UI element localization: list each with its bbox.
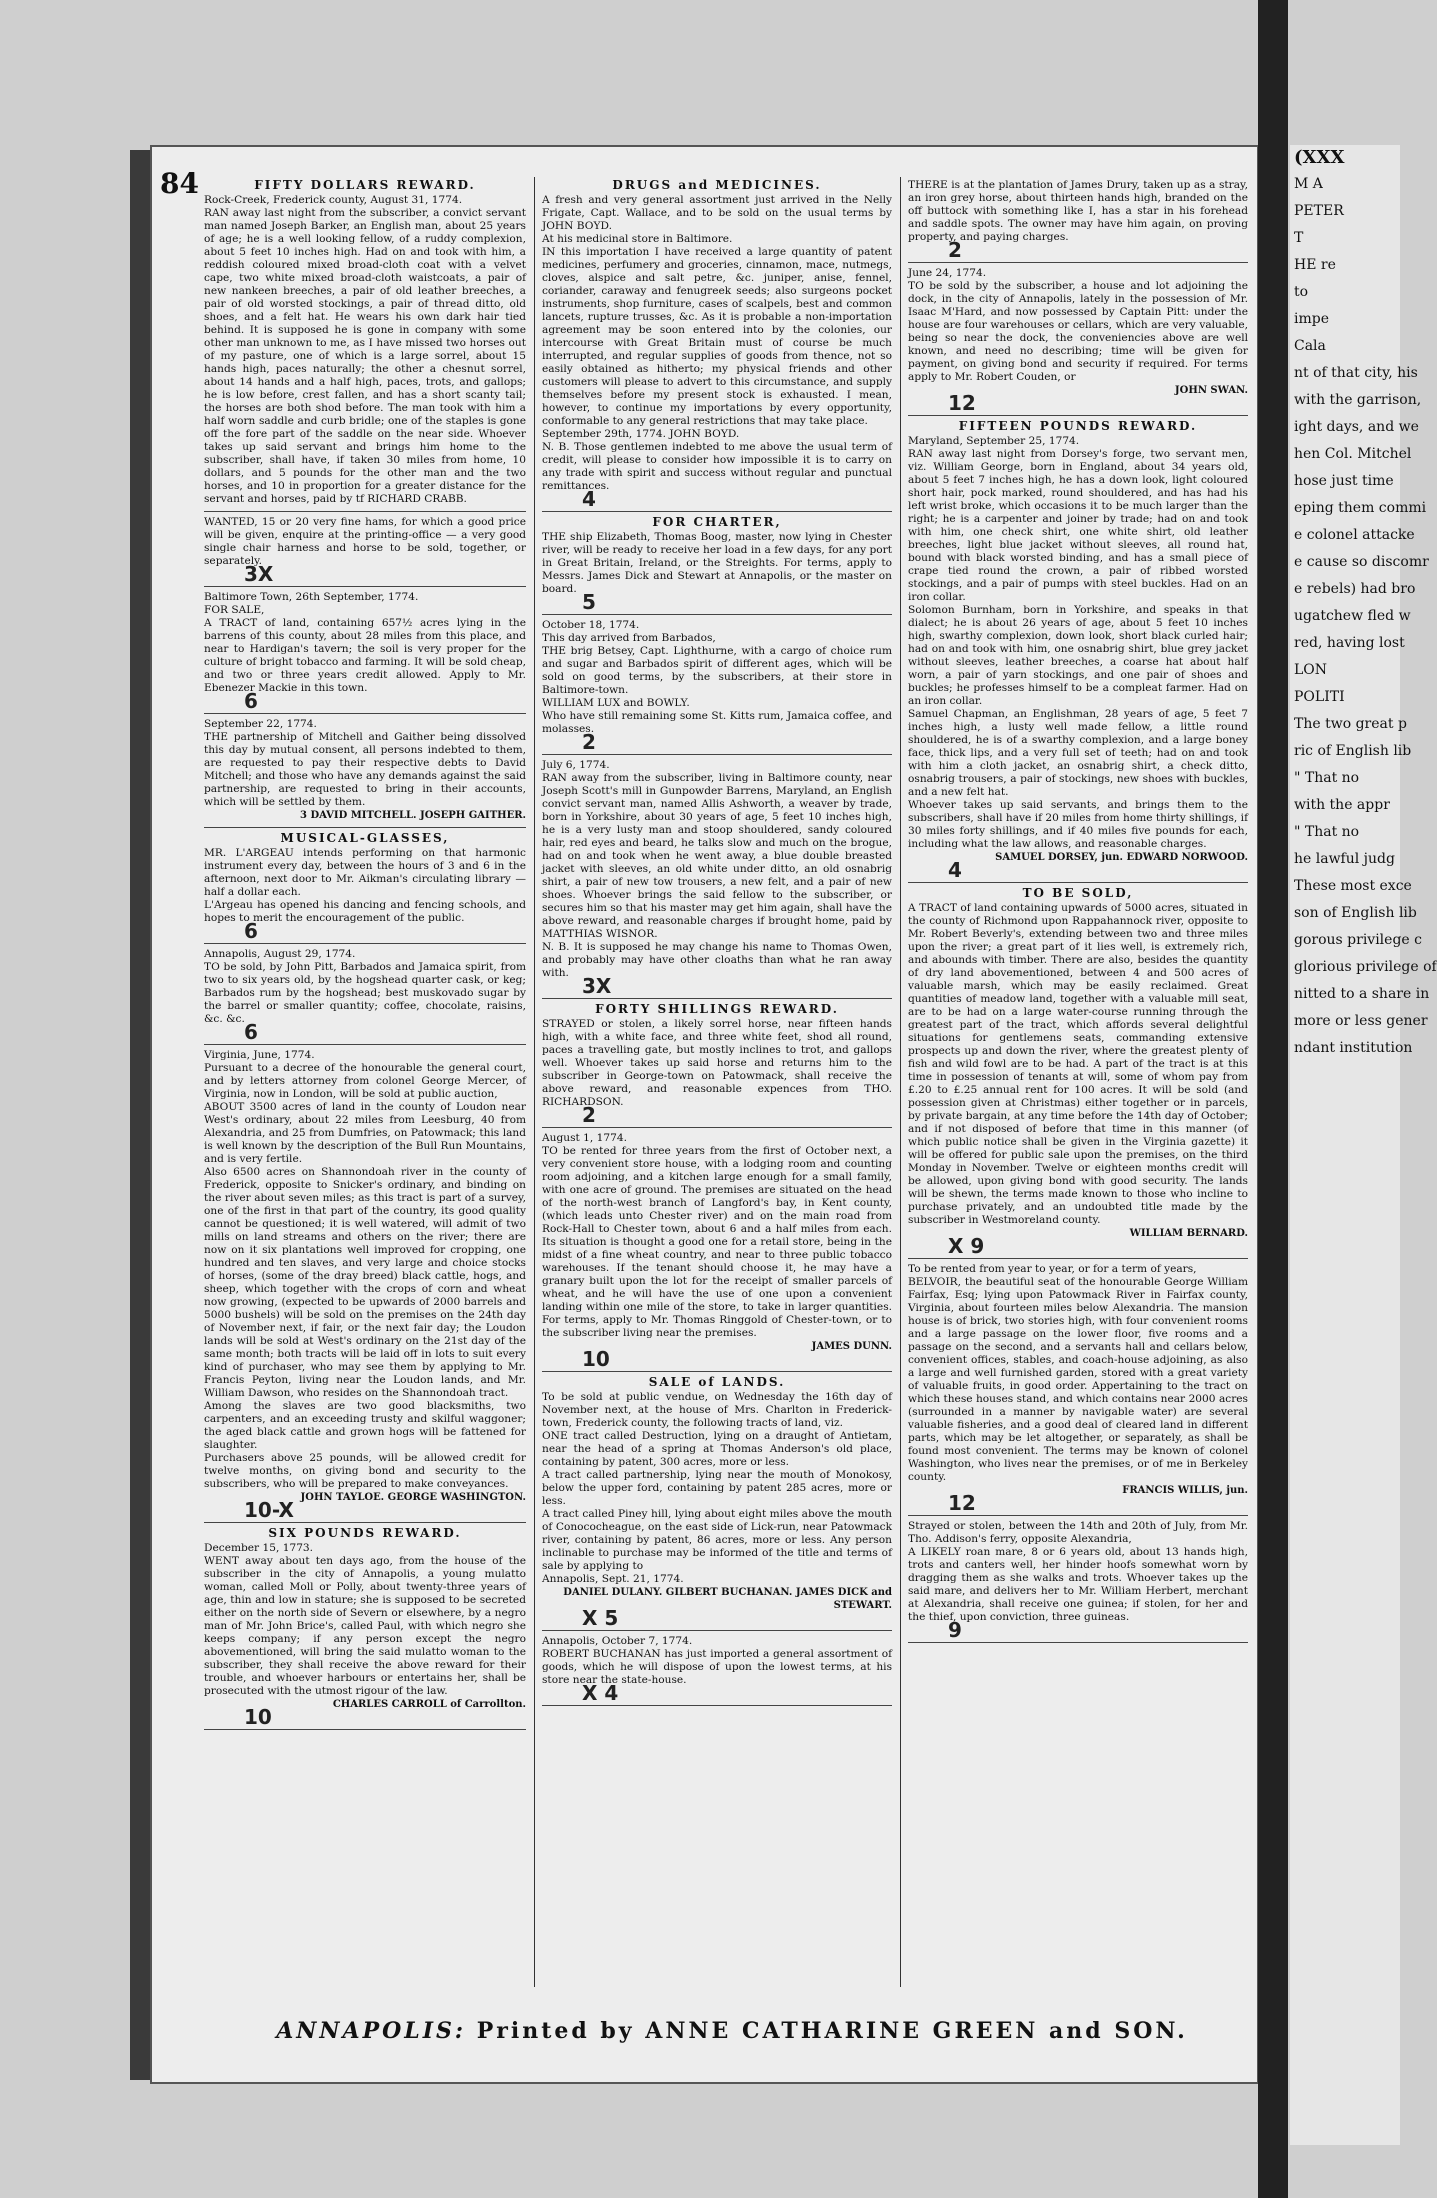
ad-paragraph: Samuel Chapman, an Englishman, 28 years of age, 5 feet 7 inches high, a lusty well made fellow, a little round shouldered, he is of a swarthy complexion, and a large boney face, thick lips, and a very full set of teeth; had on and took with him a cloth jacket, an osnabrig shirt, a check ditto, osnabrig trousers, a pair of stockings, new shoes with buckles, and a new felt hat.	[908, 708, 1248, 798]
next-page-line: nt of that city, his	[1294, 365, 1418, 381]
next-page-line: son of English lib	[1294, 905, 1417, 921]
advertisement	[204, 828, 526, 944]
advertisement	[542, 512, 892, 615]
advertisement	[908, 883, 1248, 1259]
ad-heading: DRUGS and MEDICINES.	[612, 178, 822, 192]
next-page-line: M A	[1294, 176, 1323, 192]
ad-paragraph: To be rented from year to year, or for a term of years,	[908, 1263, 1197, 1275]
column-2	[542, 175, 892, 1992]
next-page-line: impe	[1294, 311, 1329, 327]
handwritten-mark: 6	[244, 919, 258, 943]
ad-paragraph: June 24, 1774.	[908, 267, 987, 279]
handwritten-mark: 10	[582, 1347, 610, 1371]
ad-paragraph: STRAYED or stolen, a likely sorrel horse, near fifteen hands high, with a white face, and three white feet, shod all round, paces a travelling gate, but mostly inclines to trot, and gallops well. Whoever takes up said horse and returns him to the subscriber in George-town on Patowmack, shall receive the above reward, and reasonable expences from THO. RICHARDSON.	[542, 1018, 892, 1108]
handwritten-mark: 5	[582, 590, 596, 614]
next-page-line: red, having lost	[1294, 635, 1405, 651]
ad-paragraph: A tract called Piney hill, lying about eight miles above the mouth of Conococheague, on the east side of Lick-run, near Patowmack river, containing by patent, 86 acres, more or less. Any person inclinable to purchase may be informed of the title and terms of sale by applying to	[542, 1508, 892, 1572]
page-gutter	[1258, 0, 1288, 2198]
column-1	[204, 175, 526, 1992]
advertisement	[204, 1523, 526, 1730]
handwritten-mark: 9	[948, 1618, 962, 1642]
ad-paragraph: L'Argeau has opened his dancing and fencing schools, and hopes to merit the encouragement of the public.	[204, 899, 526, 924]
advertisement	[908, 175, 1248, 263]
advertisement	[542, 615, 892, 755]
ad-paragraph: TO be rented for three years from the first of October next, a very convenient store house, with a lodging room and counting room adjoining, and a kitchen large enough for a small family, with one acre of ground. The premises are situated on the head of the north-west branch of Langford's bay, in Kent county, (which leads unto Chester river) and on the main road from Rock-Hall to Chester town, about 6 and a half miles from each. Its situation is thought a good one for a retail store, being in the midst of a fine wheat country, and near to three public tobacco warehouses. If the tenant should choose it, he may have a granary built upon the lot for the receipt of smaller parcels of wheat, and he will have the use of one upon a convenient landing within one mile of the store, to take in larger quantities. For terms, apply to Mr. Thomas Ringgold of Chester-town, or to the subscriber living near the premises.	[542, 1145, 892, 1339]
next-page-line: more or less gener	[1294, 1013, 1428, 1029]
handwritten-mark: 2	[948, 238, 962, 262]
ad-paragraph: TO be sold, by John Pitt, Barbados and Jamaica spirit, from two to six years old, by the hogshead quarter cask, or keg; Barbados rum by the hogshead; best muskovado sugar by the barrel or smaller quantity; coffee, chocolate, raisins, &c. &c.	[204, 961, 526, 1025]
next-page-header: (XXX	[1294, 147, 1345, 168]
ad-paragraph: Purchasers above 25 pounds, will be allowed credit for twelve months, on giving bond and security to the subscribers, who will be prepared to make conveyances.	[204, 1452, 526, 1490]
ad-paragraph: September 22, 1774.	[204, 718, 317, 730]
ad-paragraph: THE partnership of Mitchell and Gaither being dissolved this day by mutual consent, all persons indebted to them, are requested to pay their respective debts to David Mitchell; and those who have any demands against the said partnership, are requested to bring in their accounts, which will be settled by them.	[204, 731, 526, 808]
ad-paragraph: A TRACT of land, containing 657½ acres lying in the barrens of this county, about 28 miles from this place, and near to Hardigan's tavern; the soil is very proper for the culture of bright tobacco and farming. It will be sold cheap, and two or three years credit allowed. Apply to Mr. Ebenezer Mackie in this town.	[204, 617, 526, 694]
ad-paragraph: WENT away about ten days ago, from the house of the subscriber in the city of Annapolis, a young mulatto woman, called Moll or Polly, about twenty-three years of age, thin and low in stature; she is supposed to be secreted either on the north side of Severn or elsewhere, by a negro man of Mr. John Brice's, called Paul, with which negro she keeps company; if any person except the negro abovementioned, will bring the said mulatto woman to the subscriber, they shall receive the above reward for their trouble, and whoever harbours or entertains her, shall be prosecuted with the utmost rigour of the law.	[204, 1555, 526, 1697]
handwritten-mark: 3X	[582, 974, 612, 998]
imprint-place: ANNAPOLIS:	[276, 2018, 467, 2044]
ad-paragraph: THERE is at the plantation of James Drury, taken up as a stray, an iron grey horse, about thirteen hands high, branded on the off buttock with something like I, has a star in his forehead and saddle spots. The owner may have him again, on proving property, and paying charges.	[908, 179, 1248, 243]
column-rule	[900, 177, 901, 1987]
ad-paragraph: October 18, 1774.	[542, 619, 640, 631]
handwritten-mark: X 9	[948, 1234, 985, 1258]
next-page-line: POLITI	[1294, 689, 1345, 705]
ad-signature: JOHN TAYLOE. GEORGE WASHINGTON.	[300, 1492, 526, 1503]
advertisement	[204, 175, 526, 512]
ad-paragraph: BELVOIR, the beautiful seat of the honourable George William Fairfax, Esq; lying upon Patowmack River in Fairfax county, Virginia, about fourteen miles below Alexandria. The mansion house is of brick, two stories high, with four convenient rooms and a large passage on the lower floor, five rooms and a passage on the second, and a servants hall and cellars below, convenient offices, stables, and coach-house adjoining, as also a large and well furnished garden, stored with a great variety of valuable fruits, in good order. Appertaining to the tract on which these houses stand, and which contains near 2000 acres (surrounded in a manner by navigable water) are several valuable fisheries, and a good deal of cleared land in different parts, which may be let altogether, or separately, as shall be found most convenient. The terms may be known of colonel Washington, who lives near the premises, or of me in Berkeley county.	[908, 1276, 1248, 1483]
handwritten-mark: 2	[582, 1103, 596, 1127]
next-page-line: eping them commi	[1294, 500, 1427, 516]
ad-paragraph: July 6, 1774.	[542, 759, 610, 771]
ad-paragraph: WANTED, 15 or 20 very fine hams, for which a good price will be given, enquire at the printing-office — a very good single chair harness and horse to be sold, together, or separately.	[204, 516, 526, 567]
next-page-line: ndant institution	[1294, 1040, 1413, 1056]
next-page-line: hen Col. Mitchel	[1294, 446, 1412, 462]
ad-paragraph: Strayed or stolen, between the 14th and 20th of July, from Mr. Tho. Addison's ferry, opposite Alexandria,	[908, 1520, 1248, 1545]
next-page-line: HE re	[1294, 257, 1336, 273]
advertisement	[908, 1259, 1248, 1516]
ad-heading: FIFTY DOLLARS REWARD.	[254, 178, 476, 192]
next-page-line: ugatchew fled w	[1294, 608, 1411, 624]
ad-paragraph: THE ship Elizabeth, Thomas Boog, master, now lying in Chester river, will be ready to receive her load in a few days, for any port in Great Britain, Ireland, or the Streights. For terms, apply to Messrs. James Dick and Stewart at Annapolis, or the master on board.	[542, 531, 892, 595]
handwritten-mark: X 4	[582, 1681, 619, 1705]
advertisement	[542, 1631, 892, 1706]
advertisement	[204, 512, 526, 587]
advertisement	[908, 1516, 1248, 1643]
ad-paragraph: December 15, 1773.	[204, 1542, 314, 1554]
column-rule	[534, 177, 535, 1987]
advertisement	[542, 755, 892, 999]
ad-paragraph: MR. L'ARGEAU intends performing on that harmonic instrument every day, between the hours of 3 and 6 in the afternoon, next door to Mr. Aikman's circulating library — half a dollar each.	[204, 847, 526, 898]
next-page-line: Cala	[1294, 338, 1326, 354]
handwritten-mark: 4	[948, 858, 962, 882]
handwritten-mark: 6	[244, 689, 258, 713]
ad-paragraph: Who have still remaining some St. Kitts rum, Jamaica coffee, and molasses.	[542, 710, 892, 735]
ad-heading: FOR CHARTER,	[652, 515, 782, 529]
ad-paragraph: Pursuant to a decree of the honourable the general court, and by letters attorney from colonel George Mercer, of Virginia, now in London, will be sold at public auction,	[204, 1062, 526, 1100]
ad-paragraph: ROBERT BUCHANAN has just imported a general assortment of goods, which he will dispose of upon the lowest terms, at his store near the state-house.	[542, 1648, 892, 1686]
imprint-line	[232, 2018, 1232, 2044]
next-page-line: he lawful judg	[1294, 851, 1395, 867]
ad-signature: JAMES DUNN.	[811, 1341, 892, 1352]
advertisement	[204, 714, 526, 828]
ad-paragraph: Annapolis, Sept. 21, 1774.	[542, 1573, 684, 1585]
ad-signature: JOHN SWAN.	[1174, 385, 1248, 396]
next-page-line: glorious privilege of	[1294, 959, 1437, 975]
ad-paragraph: THE brig Betsey, Capt. Lighthurne, with a cargo of choice rum and sugar and Barbados spirit of different ages, which will be sold on good terms, by the subscribers, at their store in Baltimore-town.	[542, 645, 892, 696]
next-page-line: e cause so discomr	[1294, 554, 1429, 570]
advertisement	[204, 944, 526, 1045]
ad-paragraph: Maryland, September 25, 1774.	[908, 435, 1080, 447]
advertisement	[204, 587, 526, 714]
ad-paragraph: ABOUT 3500 acres of land in the county of Loudon near West's ordinary, about 22 miles from Leesburg, 40 from Alexandria, and 25 from Dumfries, on Patowmack; this land is well known by the description of the Bull Run Mountains, and is very fertile.	[204, 1101, 526, 1165]
advertisement	[908, 416, 1248, 883]
next-page-line: The two great p	[1294, 716, 1407, 732]
next-page-line: " That no	[1294, 824, 1360, 840]
next-page-fragment	[1290, 145, 1437, 2145]
ad-signature: CHARLES CARROLL of Carrollton.	[332, 1699, 526, 1710]
next-page-line: hose just time	[1294, 473, 1394, 489]
ad-paragraph: At his medicinal store in Baltimore.	[542, 233, 733, 245]
ad-paragraph: To be sold at public vendue, on Wednesday the 16th day of November next, at the house of Mrs. Charlton in Frederick-town, Frederick county, the following tracts of land, viz.	[542, 1391, 892, 1429]
ad-paragraph: Also 6500 acres on Shannondoah river in the county of Frederick, opposite to Snicker's ordinary, and binding on the river about seven miles; as this tract is part of a survey, one of the first in that part of the country, its good quality cannot be questioned; it is well watered, will admit of two mills on land streams and others on the river; there are now on it six plantations well improved for cropping, one hundred and ten slaves, and very large and choice stocks of horses, (some of the dray breed) black cattle, hogs, and sheep, which together with the crops of corn and wheat now growing, (expected to be upwards of 2000 barrels and 5000 bushels) will be sold on the premises on the 24th day of November next, if fair, or the next fair day; the Loudon lands will be sold at West's ordinary on the 21st day of the same month; both tracts will be laid off in lots to suit every kind of purchaser, who may see them by applying to Mr. Francis Peyton, living near the Loudon lands, and Mr. William Dawson, who resides on the Shannondoah tract.	[204, 1166, 526, 1399]
ad-signature: FRANCIS WILLIS, jun.	[1122, 1485, 1248, 1496]
ad-signature: WILLIAM BERNARD.	[1129, 1228, 1248, 1239]
handwritten-mark: X 5	[582, 1606, 619, 1630]
book-binding	[130, 150, 150, 2080]
next-page-line: " That no	[1294, 770, 1360, 786]
ad-paragraph: September 29th, 1774. JOHN BOYD.	[542, 428, 740, 440]
next-page-line: with the garrison,	[1294, 392, 1422, 408]
next-page-line: e colonel attacke	[1294, 527, 1415, 543]
next-page-line: ight days, and we	[1294, 419, 1419, 435]
ad-paragraph: A TRACT of land containing upwards of 5000 acres, situated in the county of Richmond upon Rappahannock river, opposite to Mr. Robert Beverly's, extending between two and three miles upon the river; a great part of it lies well, is extremely rich, and abounds with timber. There are also, besides the quantity of dry land abovementioned, between 4 and 500 acres of valuable marsh, which may be easily reclaimed. Great quantities of meadow land, together with a valuable mill seat, are to be had on a large water-course running through the greatest part of the tract, which affords several delightful situations for gentlemens seats, commanding extensive prospects up and down the river, where the greatest plenty of fish and wild fowl are to be had. A part of the tract is at this time in possession of tenants at will, some of whom pay from £.20 to £.25 annual rent for 100 acres. It will be sold (and possession given at Christmas) either together or in parcels, by private bargain, at any time before the 14th day of October; and if not disposed of before that time in this manner (of which public notice shall be given in the Virginia gazette) it will be offered for public sale upon the premises, on the third Monday in November. Twelve or eighteen months credit will be allowed, upon giving bond with good security. The lands will be shewn, the terms made known to those who incline to purchase privately, and an undoubted title made by the subscriber in Westmoreland county.	[908, 902, 1248, 1226]
ad-paragraph: August 1, 1774.	[542, 1132, 627, 1144]
ad-paragraph: RAN away last night from the subscriber, a convict servant man named Joseph Barker, an English man, about 25 years of age; he is a well looking fellow, of a ruddy complexion, about 5 feet 10 inches high. Had on and took with him, a reddish coloured mixed broad-cloth coat with a velvet cape, two white mixed broad-cloth waistcoats, a pair of new nankeen breeches, a pair of old leather breeches, a pair of old worsted stockings, a pair of thread ditto, old shoes, and a felt hat. He wears his own dark hair tied behind. It is supposed he is gone in company with some other man unknown to me, as I have missed two horses out of my pasture, one of which is a large sorrel, about 15 hands high, paces naturally; the other a chesnut sorrel, about 14 hands and a half high, paces, trots, and gallops; he is low before, crest fallen, and has a short scanty tail; the horses are both shod before. The man took with him a half worn saddle and curb bridle; one of the staples is gone off the fore part of the saddle on the near side. Whoever takes up said servant and brings him home to the subscriber, shall have, if taken 30 miles from home, 10 dollars, and 5 pounds for the other man and the two horses, and 10 in proportion for a greater distance for the servant and horses, paid by tf RICHARD CRABB.	[204, 207, 526, 505]
ad-signature: SAMUEL DORSEY, jun. EDWARD NORWOOD.	[995, 852, 1248, 863]
ad-heading: FORTY SHILLINGS REWARD.	[595, 1002, 839, 1016]
ad-paragraph: ONE tract called Destruction, lying on a draught of Antietam, near the head of a spring at Thomas Anderson's old place, containing by patent, 300 acres, more or less.	[542, 1430, 892, 1468]
newspaper-page	[150, 145, 1259, 2084]
ad-signature: DANIEL DULANY. GILBERT BUCHANAN. JAMES DICK and STEWART.	[563, 1587, 892, 1611]
handwritten-mark: 10-X	[244, 1498, 294, 1522]
next-page-line: with the appr	[1294, 797, 1390, 813]
next-page-line: PETER	[1294, 203, 1344, 219]
ad-paragraph: Annapolis, October 7, 1774.	[542, 1635, 693, 1647]
next-page-line: LON	[1294, 662, 1328, 678]
advertisement	[204, 1045, 526, 1523]
advertisement	[542, 999, 892, 1128]
ad-heading: SIX POUNDS REWARD.	[268, 1526, 462, 1540]
ad-paragraph: A fresh and very general assortment just arrived in the Nelly Frigate, Capt. Wallace, and to be sold on the usual terms by JOHN BOYD.	[542, 194, 892, 232]
ad-paragraph: RAN away from the subscriber, living in Baltimore county, near Joseph Scott's mill in Gunpowder Barrens, Maryland, an English convict servant man, named Allis Ashworth, a weaver by trade, born in Yorkshire, about 30 years of age, 5 feet 10 inches high, he is a very lusty man and stoop shouldered, sandy coloured hair, red eyes and beard, he talks slow and much on the brogue, had on and took when he went away, a blue double breasted jacket with sleeves, an old white under ditto, an old osnabrig shirt, a pair of new tow trousers, a new felt, and a pair of new shoes. Whoever brings the said fellow to the subscriber, or secures him so that his master may get him again, shall have the above reward, and reasonable charges if brought home, paid by MATTHIAS WISNOR.	[542, 772, 892, 940]
handwritten-mark: 4	[582, 487, 596, 511]
ad-signature: 3 DAVID MITCHELL. JOSEPH GAITHER.	[300, 810, 526, 821]
ad-paragraph: A LIKELY roan mare, 8 or 6 years old, about 13 hands high, trots and canters well, her hinder hoofs somewhat worn by dragging them as she walks and trots. Whoever takes up the said mare, and delivers her to Mr. William Herbert, merchant at Alexandria, shall receive one guinea; if stolen, for her and the thief, upon conviction, three guineas.	[908, 1546, 1248, 1623]
handwritten-mark: 6	[244, 1020, 258, 1044]
advertisement	[542, 1372, 892, 1631]
next-page-line: T	[1294, 230, 1304, 246]
handwritten-mark: 12	[948, 1491, 976, 1515]
ad-paragraph: Whoever takes up said servants, and brings them to the subscribers, shall have if 20 miles from home thirty shillings, if 30 miles forty shillings, and if 40 miles five pounds for each, including what the law allows, and reasonable charges.	[908, 799, 1248, 850]
ad-heading: MUSICAL-GLASSES,	[280, 831, 450, 845]
advertisement	[908, 263, 1248, 416]
ad-paragraph: Baltimore Town, 26th September, 1774.	[204, 591, 419, 603]
ad-heading: FIFTEEN POUNDS REWARD.	[958, 419, 1198, 433]
ad-paragraph: IN this importation I have received a large quantity of patent medicines, perfumery and groceries, cinnamon, mace, nutmegs, cloves, alspice and salt petre, &c. juniper, anise, fennel, coriander, caraway and fenugreek seeds; also surgeons pocket instruments, shop furniture, cases of scalpels, best and common lancets, rupture trusses, &c. As it is probable a non-importation agreement may be soon entered into by the colonies, our intercourse with Great Britain must of course be much interrupted, and regular supplies of goods from thence, not so easily obtained as hitherto; my physical friends and other customers will please to advert to this circumstance, and supply themselves before my present stock is exhausted. I mean, however, to continue my importations by every opportunity, conformable to any general restrictions that may take place.	[542, 246, 892, 427]
column-3	[908, 175, 1248, 1992]
handwritten-mark: 12	[948, 391, 976, 415]
handwritten-mark: 2	[582, 730, 596, 754]
next-page-line: to	[1294, 284, 1309, 300]
next-page-line: These most exce	[1294, 878, 1412, 894]
ad-heading: TO BE SOLD,	[1022, 886, 1134, 900]
next-page-line: e rebels) had bro	[1294, 581, 1416, 597]
imprint-text: Printed by ANNE CATHARINE GREEN and SON.	[476, 2018, 1188, 2044]
ad-paragraph: Annapolis, August 29, 1774.	[204, 948, 356, 960]
handwritten-mark: 10	[244, 1705, 272, 1729]
ad-paragraph: Virginia, June, 1774.	[204, 1049, 315, 1061]
ad-paragraph: This day arrived from Barbados,	[542, 632, 716, 644]
ad-paragraph: Solomon Burnham, born in Yorkshire, and speaks in that dialect; he is about 26 years of age, about 5 feet 10 inches high, swarthy complexion, down look, short black curled hair; had on and took with him, one osnabrig shirt, blue grey jacket without sleeves, leather breeches, a coarse hat about half worn, a pair of yarn stockings, and one pair of shoes and buckles; he professes himself to be a compleat farmer. Had on an iron collar.	[908, 604, 1248, 707]
advertisement	[542, 175, 892, 512]
next-page-line: nitted to a share in	[1294, 986, 1430, 1002]
handwritten-mark: 3X	[244, 562, 274, 586]
advertisement	[542, 1128, 892, 1372]
ad-paragraph: RAN away last night from Dorsey's forge, two servant men, viz. William George, born in England, about 34 years old, about 5 feet 7 inches high, he has a down look, light coloured short hair, pock marked, round shouldered, and has had his left wrist broke, which occasions it to be much larger than the right; he is a carpenter and joiner by trade; had on and took with him, one check shirt, one white shirt, old leather breeches, light blue jacket without sleeves, all round hat, bound with black worsted binding, and has a small piece of crape tied round the crown, a pair of ribbed worsted stockings, and a pair of pumps with steel buckles. Had on an iron collar.	[908, 448, 1248, 603]
ad-paragraph: Among the slaves are two good blacksmiths, two carpenters, and an exceeding trusty and skilful waggoner; the aged black cattle and grown hogs will be fattened for slaughter.	[204, 1400, 526, 1451]
ad-paragraph: N. B. It is supposed he may change his name to Thomas Owen, and probably may have other cloaths than what he ran away with.	[542, 941, 892, 979]
ad-heading: SALE of LANDS.	[648, 1375, 786, 1389]
next-page-line: ric of English lib	[1294, 743, 1412, 759]
ad-paragraph: TO be sold by the subscriber, a house and lot adjoining the dock, in the city of Annapolis, lately in the possession of Mr. Isaac M'Hard, and now possessed by Captain Pitt: under the house are four warehouses or cellars, which are very valuable, being so near the dock, the conveniencies above are well known, and need no describing; time will be given for payment, on giving bond and security if required. For terms apply to Mr. Robert Couden, or	[908, 280, 1248, 383]
next-page-line: gorous privilege c	[1294, 932, 1422, 948]
ad-paragraph: Rock-Creek, Frederick county, August 31, 1774.	[204, 194, 463, 206]
ad-paragraph: FOR SALE,	[204, 604, 265, 616]
ad-paragraph: A tract called partnership, lying near the mouth of Monokosy, below the upper ford, containing by patent 285 acres, more or less.	[542, 1469, 892, 1507]
ad-paragraph: WILLIAM LUX and BOWLY.	[542, 697, 690, 709]
page-number: 84	[160, 167, 199, 200]
ad-paragraph: N. B. Those gentlemen indebted to me above the usual term of credit, will please to consider how impossible it is to carry on any trade with spirit and success without regular and punctual remittances.	[542, 441, 892, 492]
